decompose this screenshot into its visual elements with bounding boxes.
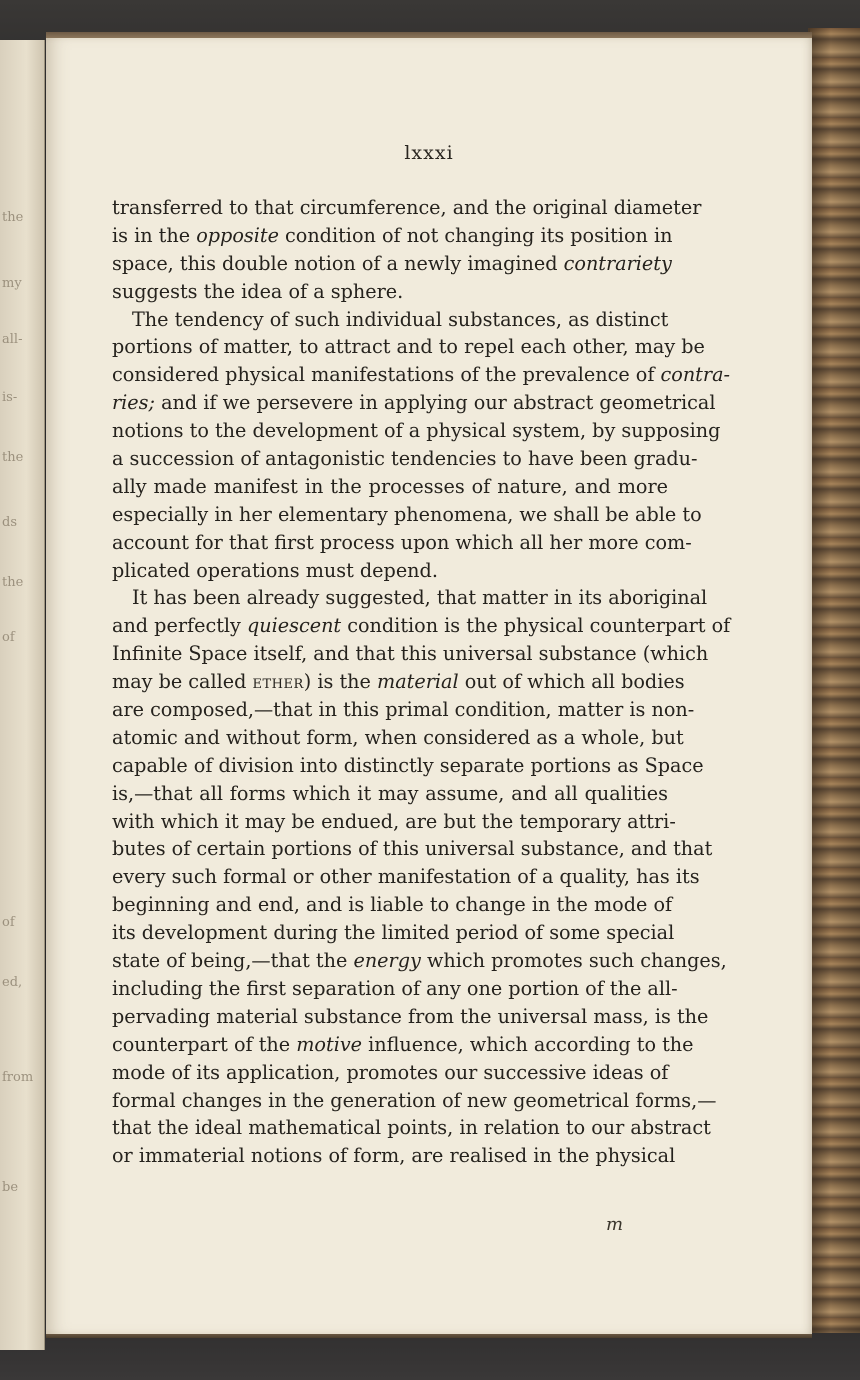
text-line: [112, 278, 668, 306]
bleed-through-text: be: [2, 1180, 19, 1195]
text-run: state of being,—that the: [112, 949, 354, 973]
text-run: The tendency of such individual substances, as distinct: [132, 307, 669, 331]
text-line: [112, 250, 672, 278]
text-run: may be called: [112, 670, 253, 694]
text-line: [112, 306, 668, 334]
text-run: formal changes in the generation of new geometrical forms,—: [112, 1088, 717, 1112]
text-run: is,—that all forms which it may assume, and all qualities: [112, 781, 668, 805]
text-run: suggests the idea of a sphere.: [112, 279, 404, 303]
text-run: out of which all bodies: [458, 670, 685, 694]
page-number: lxxxi: [404, 142, 454, 164]
text-run: capable of division into distinctly separate portions as Space: [112, 753, 704, 777]
text-run: a succession of antagonistic tendencies to have been gradu-: [112, 447, 698, 471]
text-run: mode of its application, promotes our successive ideas of: [112, 1060, 669, 1084]
text-line: [112, 1031, 694, 1059]
text-run: transferred to that circumference, and the original diameter: [112, 196, 702, 219]
text-line: [112, 640, 709, 668]
text-run: ) is the: [303, 670, 377, 694]
text-run: butes of certain portions of this universal substance, and that: [112, 837, 713, 861]
text-line: [112, 445, 698, 473]
text-line: [112, 1142, 676, 1170]
bleed-through-text: my: [2, 276, 22, 291]
italic-term: opposite: [196, 223, 279, 247]
text-run: atomic and without form, when considered as a whole, but: [112, 725, 684, 749]
text-run: counterpart of the: [112, 1032, 297, 1056]
text-line: [112, 919, 675, 947]
small-caps-term: ether: [252, 670, 304, 694]
bleed-through-text: the: [2, 450, 24, 465]
previous-page-edge: [0, 40, 45, 1350]
text-line: [112, 557, 668, 585]
text-run: condition of not changing its position in: [278, 223, 673, 247]
text-line: [112, 724, 684, 752]
italic-term: quiescent: [246, 614, 342, 638]
bleed-through-text: is-: [2, 390, 18, 405]
body-text: [112, 194, 731, 1170]
text-line: [112, 1003, 709, 1031]
text-run: every such formal or other manifestation of a quality, has its: [112, 865, 700, 889]
text-run: notions to the development of a physical system, by supposing: [112, 419, 721, 443]
text-run: It has been already suggested, that matter in its aboriginal: [132, 586, 708, 610]
text-run: account for that first process upon which all her more com-: [112, 530, 692, 554]
text-line: [112, 668, 685, 696]
bleed-through-text: the: [2, 575, 24, 590]
text-run: with which it may be endued, are but the temporary attri-: [112, 809, 676, 833]
text-run: considered physical manifestations of the prevalence of: [112, 363, 661, 387]
book-fore-edge: [808, 28, 860, 1333]
text-run: space, this double notion of a newly imagined: [112, 251, 564, 275]
text-run: and perfectly: [112, 614, 247, 638]
text-run: plicated operations must depend.: [112, 558, 438, 582]
text-run: are composed,—that in this primal condition, matter is non-: [112, 698, 695, 722]
text-line: [112, 194, 702, 222]
text-line: [112, 752, 704, 780]
text-run: that the ideal mathematical points, in relation to our abstract: [112, 1116, 711, 1140]
text-run: including the first separation of any one portion of the all-: [112, 976, 678, 1000]
text-line: [112, 1114, 711, 1142]
italic-term: ries;: [112, 391, 155, 415]
text-line: [112, 808, 676, 836]
text-line: [112, 947, 727, 975]
text-line: [112, 612, 731, 640]
text-run: influence, which according to the: [362, 1032, 694, 1056]
text-line: [112, 529, 692, 557]
text-line: [112, 333, 705, 361]
text-line: [112, 891, 673, 919]
text-run: ally made manifest in the processes of nature, and more: [112, 474, 668, 498]
text-run: Infinite Space itself, and that this universal substance (which: [112, 642, 709, 666]
text-line: [112, 1087, 717, 1115]
text-run: especially in her elementary phenomena, we shall be able to: [112, 502, 702, 526]
signature-mark: m: [606, 1214, 624, 1235]
bleed-through-text: ed,: [2, 975, 23, 990]
text-line: [112, 222, 673, 250]
italic-term: contra-: [660, 363, 730, 387]
text-line: [112, 835, 713, 863]
text-run: and if we persevere in applying our abstract geometrical: [154, 391, 716, 415]
italic-term: energy: [353, 949, 421, 973]
text-line: [112, 863, 700, 891]
text-line: [112, 584, 708, 612]
bleed-through-text: of: [2, 915, 15, 930]
text-run: its development during the limited period of some special: [112, 921, 675, 945]
text-line: [112, 975, 678, 1003]
bleed-through-text: the: [2, 210, 24, 225]
text-run: beginning and end, and is liable to change in the mode of: [112, 893, 673, 917]
text-run: is in the: [112, 223, 197, 247]
bleed-through-text: of: [2, 630, 15, 645]
text-run: or immaterial notions of form, are realised in the physical: [112, 1144, 676, 1168]
text-run: condition is the physical counterpart of: [341, 614, 731, 638]
text-line: [112, 361, 730, 389]
text-line: [112, 1059, 668, 1087]
bleed-through-text: all-: [2, 332, 23, 347]
text-line: [112, 501, 702, 529]
bleed-through-text: from: [2, 1070, 34, 1085]
book-page: [46, 38, 812, 1334]
text-line: [112, 780, 668, 808]
text-line: [112, 696, 695, 724]
italic-term: material: [377, 670, 459, 694]
bleed-through-text: ds: [2, 515, 17, 530]
text-line: [112, 417, 721, 445]
italic-term: contrariety: [563, 251, 672, 275]
text-run: which promotes such changes,: [420, 949, 727, 973]
text-run: portions of matter, to attract and to repel each other, may be: [112, 335, 705, 359]
text-line: [112, 473, 668, 501]
text-run: pervading material substance from the universal mass, is the: [112, 1004, 709, 1028]
italic-term: motive: [296, 1032, 363, 1056]
text-line: [112, 389, 716, 417]
